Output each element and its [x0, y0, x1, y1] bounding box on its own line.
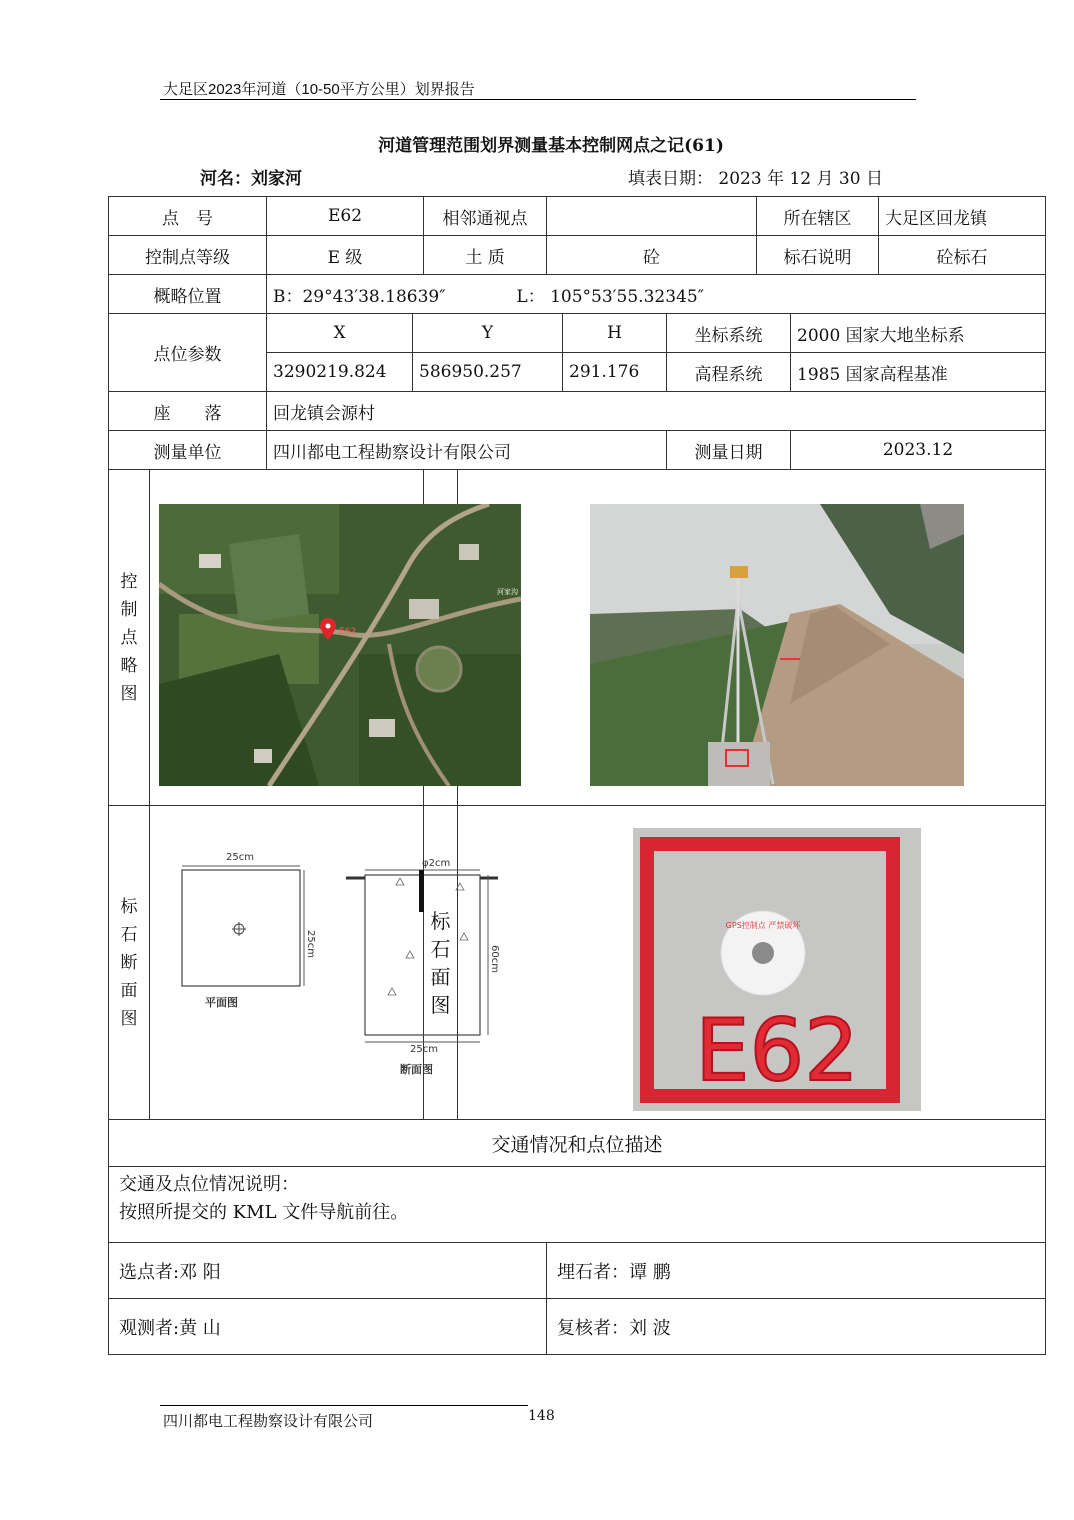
x-label: X: [267, 314, 413, 353]
section-title: 断面图: [400, 1063, 433, 1076]
stone-disc-text: GPS控制点 严禁破坏: [725, 921, 801, 930]
traffic-label: 交通及点位情况说明：: [119, 1174, 299, 1195]
stone-face-photo: [633, 828, 921, 1111]
h-value: 291.176: [563, 353, 667, 392]
plan-title: 平面图: [205, 996, 238, 1009]
footer-company: 四川都电工程勘察设计有限公司: [163, 1412, 374, 1430]
river-name: 河名：刘家河: [200, 169, 302, 189]
grade-label: 控制点等级: [109, 236, 267, 275]
approx-b: B：29°43′38.18639″: [273, 286, 446, 307]
grade: E 级: [267, 236, 424, 275]
height-sys-label: 高程系统: [667, 353, 791, 392]
soil: 砼: [547, 236, 757, 275]
page-number: 148: [528, 1408, 555, 1424]
satellite-map: [159, 504, 521, 786]
approx-label: 概略位置: [109, 275, 267, 314]
plan-width: 25cm: [226, 852, 254, 863]
h-label: H: [563, 314, 667, 353]
traffic-desc: 按照所提交的 KML 文件导航前往。: [119, 1202, 409, 1223]
y-value: 586950.257: [413, 353, 563, 392]
location-label: 座 落: [109, 392, 267, 431]
reviewer: 复核者：刘 波: [547, 1299, 1046, 1355]
face-label: 标 石 面 图: [424, 806, 458, 1120]
approx-position: [267, 275, 1046, 314]
point-no: E62: [267, 197, 424, 236]
unit: 四川都电工程勘察设计有限公司: [267, 431, 667, 470]
footer-divider: [160, 1405, 528, 1406]
section-width: 25cm: [410, 1044, 438, 1055]
section-drawing: [160, 830, 520, 1090]
plan-height: 25cm: [305, 930, 316, 958]
section-height: 60cm: [489, 945, 500, 973]
burier: 埋石者：谭 鹏: [547, 1243, 1046, 1299]
section-top: φ2cm: [422, 858, 451, 869]
adjacent-value: [547, 197, 757, 236]
location: 回龙镇会源村: [267, 392, 1046, 431]
traffic-title: 交通情况和点位描述: [109, 1120, 1046, 1167]
report-header: 大足区2023年河道（10-50平方公里）划界报告: [163, 81, 475, 98]
survey-date-label: 测量日期: [667, 431, 791, 470]
district-label: 所在辖区: [757, 197, 879, 236]
sketch-label: 控 制 点 略 图: [109, 470, 150, 806]
map-road-label: 河家沟: [497, 588, 518, 596]
map-marker-label: E62: [339, 627, 357, 637]
header-divider: [160, 99, 916, 100]
unit-label: 测量单位: [109, 431, 267, 470]
soil-label: 土 质: [424, 236, 547, 275]
params-label: 点位参数: [109, 314, 267, 392]
page-title: 河道管理范围划界测量基本控制网点之记(61): [378, 136, 724, 156]
height-sys: 1985 国家高程基准: [791, 353, 1046, 392]
selector: 选点者:邓 阳: [109, 1243, 547, 1299]
traffic-cell: [109, 1167, 1046, 1243]
stone-face-text: E62: [695, 1001, 859, 1101]
stone-desc: 砼标石: [879, 236, 1046, 275]
fill-date: 填表日期： 2023 年 12 月 30 日: [628, 169, 883, 189]
observer: 观测者:黄 山: [109, 1299, 547, 1355]
coord-sys-label: 坐标系统: [667, 314, 791, 353]
y-label: Y: [413, 314, 563, 353]
coord-sys: 2000 国家大地坐标系: [791, 314, 1046, 353]
x-value: 3290219.824: [267, 353, 413, 392]
approx-l: L： 105°53′55.32345″: [516, 286, 705, 307]
adjacent-label: 相邻通视点: [424, 197, 547, 236]
section-label: 标 石 断 面 图: [109, 806, 150, 1120]
site-photo: [590, 504, 964, 786]
survey-date: 2023.12: [791, 431, 1046, 470]
stone-label: 标石说明: [757, 236, 879, 275]
point-no-label: 点 号: [109, 197, 267, 236]
district: 大足区回龙镇: [879, 197, 1046, 236]
